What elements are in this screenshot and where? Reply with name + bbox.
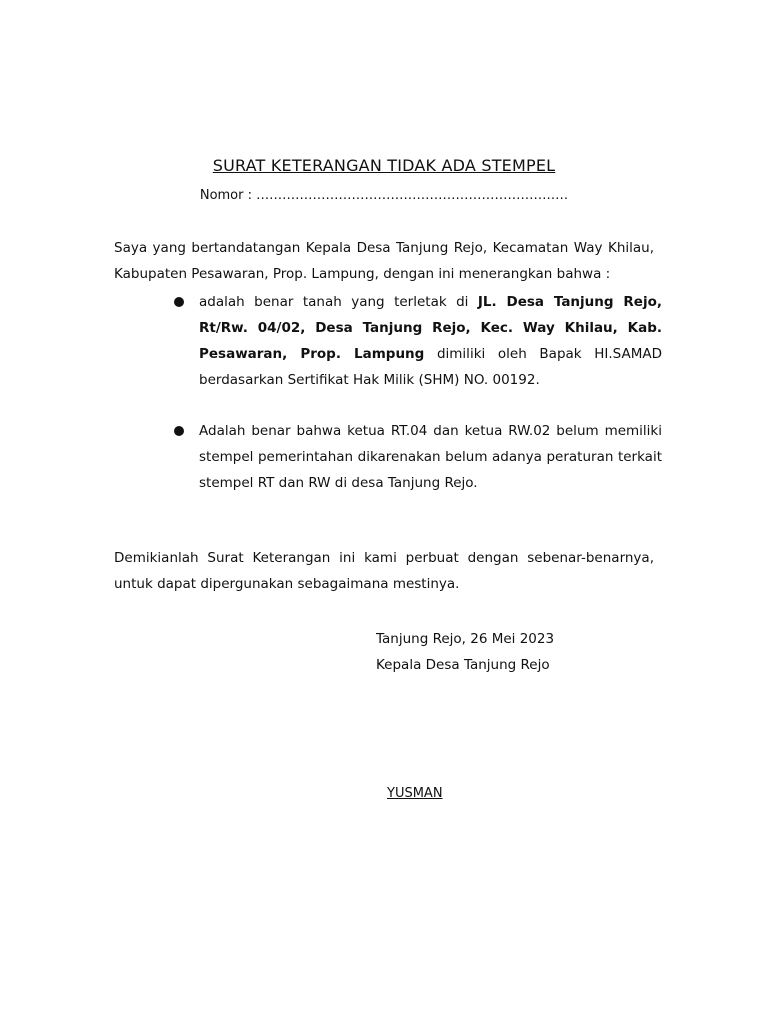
bullet-icon (174, 426, 184, 436)
statement-item-1 (174, 289, 662, 393)
opening-paragraph: Saya yang bertandatangan Kepala Desa Tanjung Rejo, Kecamatan Way Khilau, Kabupaten Pesawaran, Prop. Lampung, dengan ini menerangkan bahwa : (114, 240, 654, 282)
signature-position: Kepala Desa Tanjung Rejo (376, 657, 550, 673)
closing-paragraph: Demikianlah Surat Keterangan ini kami perbuat dengan sebenar-benarnya, untuk dapat dipergunakan sebagaimana mestinya. (114, 550, 654, 592)
signature-place-date: Tanjung Rejo, 26 Mei 2023 (376, 631, 555, 647)
letter-title: SURAT KETERANGAN TIDAK ADA STEMPEL (212, 156, 556, 175)
statement-text-1-pre: adalah benar tanah yang terletak di (199, 294, 478, 310)
statement-text-2: Adalah benar bahwa ketua RT.04 dan ketua RW.02 belum memiliki stempel pemerintahan dikarenakan belum adanya peraturan terkait stempel RT dan RW di desa Tanjung Rejo. (199, 423, 662, 491)
statement-text-1 (199, 289, 662, 393)
statement-text-1-post: dimiliki oleh Bapak HI.SAMAD berdasarkan Sertifikat Hak Milik (SHM) NO. 00192. (199, 346, 662, 388)
statement-address: JL. Desa Tanjung Rejo, Rt/Rw. 04/02, Desa Tanjung Rejo, Kec. Way Khilau, Kab. Pesawaran, Prop. Lampung (199, 294, 662, 362)
bullet-icon (174, 297, 184, 307)
statement-item-2 (174, 418, 662, 496)
letter-number: Nomor : ……………………………………………………………… (199, 188, 569, 203)
signatory-name: YUSMAN (387, 786, 443, 801)
